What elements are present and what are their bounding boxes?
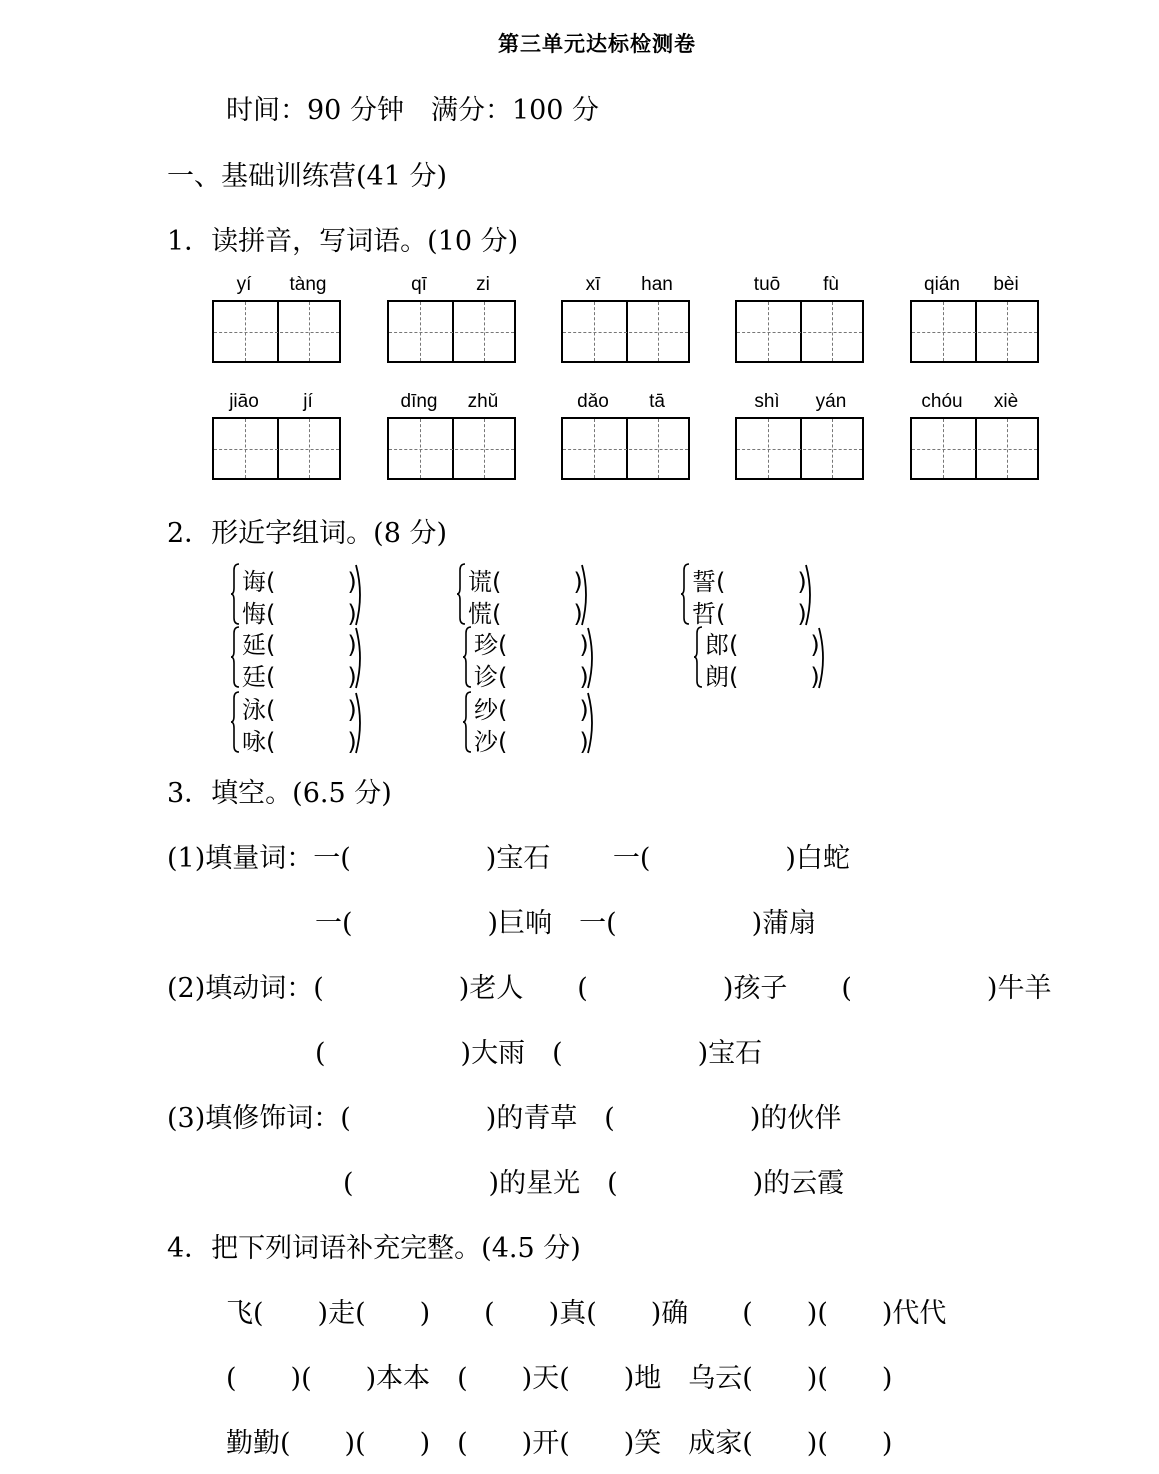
pinyin-syllable: chóu xyxy=(921,391,963,412)
idiom-line-1[interactable]: 飞( )走( ) ( )真( )确 ( )( )代代 xyxy=(226,1298,947,1329)
fill-modifiers-line-1[interactable]: (3)填修饰词：( )的青草 ( )的伙伴 xyxy=(167,1103,842,1134)
pair-char-a[interactable]: 诲( ) xyxy=(242,568,357,596)
pinyin-syllable: qī xyxy=(411,274,427,295)
fill-verbs-line-1[interactable]: (2)填动词：( )老人 ( )孩子 ( )牛羊 xyxy=(167,973,1052,1004)
question-2-label: 2．形近字组词。(8 分) xyxy=(167,518,448,549)
right-bracket xyxy=(815,625,829,691)
character-pair xyxy=(693,625,868,691)
left-brace xyxy=(230,625,240,689)
pinyin-syllable: tā xyxy=(649,391,665,412)
question-4-label: 4．把下列词语补充完整。(4.5 分) xyxy=(167,1233,581,1264)
pinyin-syllable: jiāo xyxy=(229,391,259,412)
writing-box[interactable] xyxy=(387,417,516,480)
pair-char-b[interactable]: 朗( ) xyxy=(705,663,820,691)
writing-box[interactable] xyxy=(387,300,516,363)
pair-char-a[interactable]: 纱( ) xyxy=(474,696,589,724)
question-3-label: 3．填空。(6.5 分) xyxy=(167,778,392,809)
fill-verbs-line-2[interactable]: ( )大雨 ( )宝石 xyxy=(315,1038,763,1069)
writing-box[interactable] xyxy=(212,417,341,480)
left-brace xyxy=(462,690,472,754)
pinyin-syllable: han xyxy=(641,274,673,295)
character-pair xyxy=(680,562,855,628)
pair-char-b[interactable]: 廷( ) xyxy=(242,663,357,691)
character-pair xyxy=(456,562,631,628)
right-bracket xyxy=(578,562,592,628)
pair-char-a[interactable]: 泳( ) xyxy=(242,696,357,724)
right-bracket xyxy=(352,562,366,628)
left-brace xyxy=(693,625,703,689)
pair-char-b[interactable]: 沙( ) xyxy=(474,728,589,756)
writing-box[interactable] xyxy=(561,417,690,480)
character-pair xyxy=(462,625,637,691)
pinyin-syllable: yí xyxy=(236,274,252,295)
left-brace xyxy=(456,562,466,626)
question-1-label: 1．读拼音，写词语。(10 分) xyxy=(167,226,519,257)
writing-box[interactable] xyxy=(212,300,341,363)
pair-char-b[interactable]: 咏( ) xyxy=(242,728,357,756)
right-bracket xyxy=(352,690,366,756)
pinyin-syllable: jí xyxy=(303,391,313,412)
right-bracket xyxy=(352,625,366,691)
character-pair xyxy=(462,690,637,756)
pinyin-syllable: yán xyxy=(815,391,847,412)
pinyin-syllable: qián xyxy=(924,274,960,295)
right-bracket xyxy=(802,562,816,628)
pinyin-syllable: tàng xyxy=(289,274,327,295)
writing-box[interactable] xyxy=(735,300,864,363)
pair-char-b[interactable]: 诊( ) xyxy=(474,663,589,691)
pair-char-b[interactable]: 悔( ) xyxy=(242,600,357,628)
character-pair xyxy=(230,625,405,691)
left-brace xyxy=(230,690,240,754)
pair-char-a[interactable]: 珍( ) xyxy=(474,631,589,659)
pinyin-syllable: zhǔ xyxy=(467,391,499,412)
writing-box[interactable] xyxy=(561,300,690,363)
page-title: 第三单元达标检测卷 xyxy=(498,32,696,56)
pinyin-syllable: xī xyxy=(585,274,601,295)
pinyin-syllable: dǎo xyxy=(577,391,609,412)
left-brace xyxy=(230,562,240,626)
pinyin-syllable: zi xyxy=(476,274,490,295)
pair-char-a[interactable]: 誓( ) xyxy=(692,568,807,596)
writing-box[interactable] xyxy=(910,300,1039,363)
section-heading: 一、基础训练营(41 分) xyxy=(167,161,448,192)
pinyin-syllable: shì xyxy=(754,391,780,412)
pinyin-syllable: tuō xyxy=(753,274,781,295)
pinyin-syllable: dīng xyxy=(400,391,438,412)
pair-char-a[interactable]: 延( ) xyxy=(242,631,357,659)
left-brace xyxy=(462,625,472,689)
right-bracket xyxy=(584,625,598,691)
right-bracket xyxy=(584,690,598,756)
pair-char-b[interactable]: 哲( ) xyxy=(692,600,807,628)
pinyin-syllable: fù xyxy=(823,274,839,295)
idiom-line-2[interactable]: ( )( )本本 ( )天( )地 乌云( )( ) xyxy=(226,1363,893,1394)
exam-info: 时间：90 分钟 满分：100 分 xyxy=(226,95,600,126)
fill-measure-words-line-2[interactable]: 一( )巨响 一( )蒲扇 xyxy=(315,908,817,939)
pinyin-syllable: xiè xyxy=(993,391,1019,412)
fill-measure-words-line-1[interactable]: (1)填量词：一( )宝石 一( )白蛇 xyxy=(167,843,850,874)
pinyin-syllable: bèi xyxy=(993,274,1019,295)
fill-modifiers-line-2[interactable]: ( )的星光 ( )的云霞 xyxy=(343,1168,845,1199)
left-brace xyxy=(680,562,690,626)
pair-char-b[interactable]: 慌( ) xyxy=(468,600,583,628)
pair-char-a[interactable]: 郎( ) xyxy=(705,631,820,659)
writing-box[interactable] xyxy=(735,417,864,480)
character-pair xyxy=(230,562,405,628)
pair-char-a[interactable]: 谎( ) xyxy=(468,568,583,596)
writing-box[interactable] xyxy=(910,417,1039,480)
idiom-line-3[interactable]: 勤勤( )( ) ( )开( )笑 成家( )( ) xyxy=(226,1428,893,1459)
character-pair xyxy=(230,690,405,756)
